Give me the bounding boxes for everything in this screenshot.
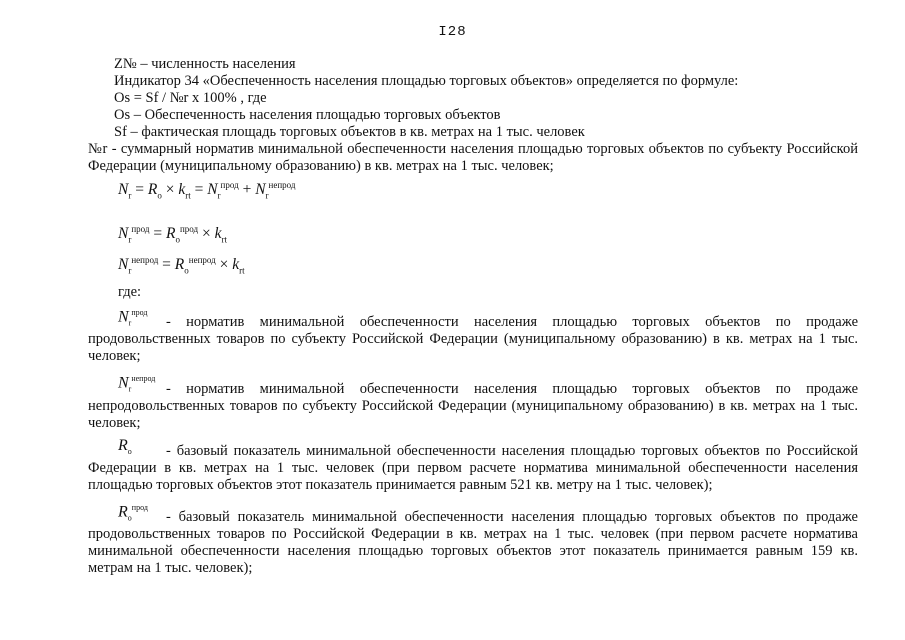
where-label: где: (118, 283, 142, 300)
indicator-statement: Индикатор 34 «Обеспеченность населения площадью торговых объектов» определяется по формуле: (114, 73, 739, 89)
formula-food-norm: $N_r^{прод} = R_o^{прод} \times k_{rt}$ (118, 224, 227, 245)
formula-total-norm: $N_r = R_o \times k_{rt} = N_r^{прод} + N_r^{непрод}$ (118, 180, 296, 201)
term-ro-prod: $R_o^{прод}$ (118, 502, 148, 523)
os-formula: Os = Sf / №r x 100% , где (114, 90, 267, 106)
def-ro: $R_o$ - базовый показатель минимальной обеспеченности населения площадью торговых объектов по Российской Федерации в кв. метрах на 1 тыс. человек (при первом расчете норматива минимальной обеспеченности населения площадью торговых объектов этот показатель принимается равным 521 кв. метру на 1 тыс. человек); (88, 436, 858, 493)
def-ro-prod: $R_o^{прод}$ - базовый показатель минимальной обеспеченности населения площадью торговых объектов по продаже продовольственных товаров по Российской Федерации в кв. метрах на 1 тыс. человек (при первом расчете норматива минимальной обеспеченности населения площадью торговых объектов этот показатель принимается равным 159 кв. метрам на 1 тыс. человек); (88, 500, 858, 578)
term-ro: $R_o$ (118, 436, 132, 456)
os-definition: Os – Обеспеченность населения площадью торговых объектов (114, 107, 501, 123)
term-nr-prod: $N_r^{прод}$ (118, 307, 148, 328)
document-body (88, 56, 858, 577)
sf-definition: Sf – фактическая площадь торговых объектов в кв. метрах на 1 тыс. человек (114, 124, 585, 140)
nr-definition: №r - суммарный норматив минимальной обеспеченности населения площадью торговых объектов по субъекту Российской Федерации (муниципальному образованию) в кв. метрах на 1 тыс. человек; (88, 141, 858, 174)
zn-definition: Z№ – численность населения (114, 56, 296, 72)
formula-nonfood-norm: $N_r^{непрод} = R_o^{непрод} \times k_{rt}$ (118, 254, 245, 275)
term-nr-neprod: $N_r^{непрод}$ (118, 374, 156, 394)
def-nr-neprod: $N_r^{непрод}$ - норматив минимальной обеспеченности населения площадью торговых объектов по продаже непродовольственных товаров по субъекту Российской Федерации (муниципальному образованию) в кв. метрах на 1 тыс. человек; (88, 371, 858, 432)
page-number: I28 (438, 24, 467, 40)
def-nr-prod: $N_r^{прод}$ - норматив минимальной обеспеченности населения площадью торговых объектов по продаже продовольственных товаров по субъекту Российской Федерации (муниципальному образованию) в кв. метрах на 1 тыс. человек; (88, 305, 858, 366)
